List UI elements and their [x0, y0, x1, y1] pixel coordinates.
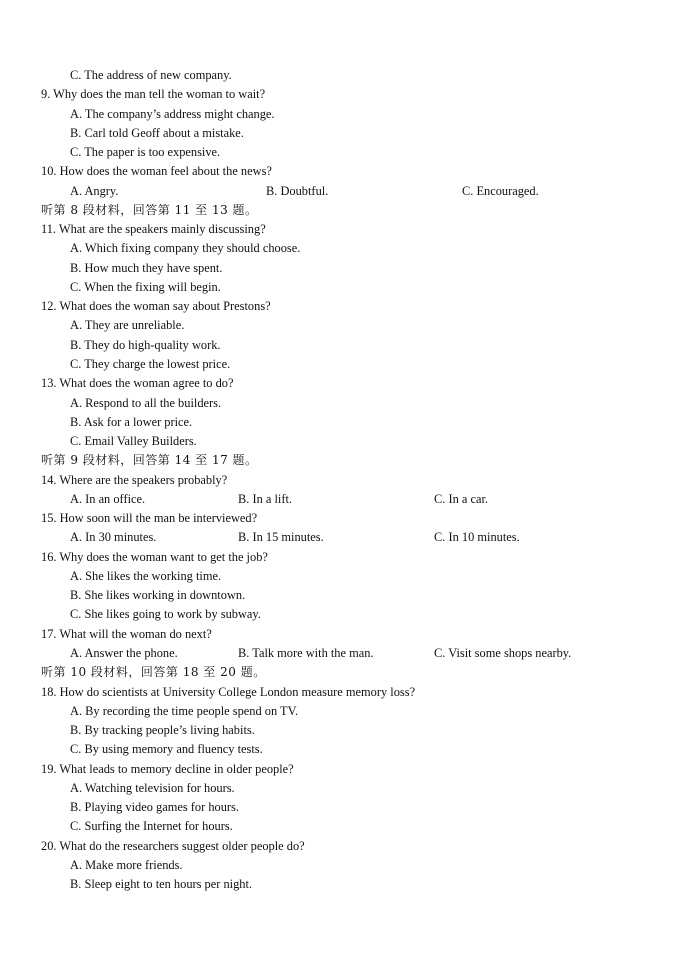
option-a: A. In 30 minutes.	[70, 530, 157, 544]
question-15: 15. How soon will the man be interviewed?	[41, 511, 258, 525]
question-14: 14. Where are the speakers probably?	[41, 473, 228, 487]
option-c: C. The paper is too expensive.	[70, 145, 221, 159]
option-b: B. By tracking people’s living habits.	[70, 723, 255, 737]
option-c: C. Surfing the Internet for hours.	[70, 819, 233, 833]
option-c: C. In 10 minutes.	[434, 530, 520, 544]
section-heading-9: 听第 9 段材料，回答第 14 至 17 题。	[41, 453, 258, 467]
option-a: A. Respond to all the builders.	[70, 396, 222, 410]
option-b: B. Playing video games for hours.	[70, 800, 239, 814]
option-c: C. They charge the lowest price.	[70, 357, 231, 371]
option-a: A. Watching television for hours.	[70, 781, 235, 795]
option-a: A. In an office.	[70, 492, 146, 506]
option-b: B. They do high-quality work.	[70, 338, 221, 352]
option-b: B. Sleep eight to ten hours per night.	[70, 877, 253, 891]
option-b: B. She likes working in downtown.	[70, 588, 246, 602]
option-c: C. By using memory and fluency tests.	[70, 742, 263, 756]
question-10: 10. How does the woman feel about the news?	[41, 164, 272, 178]
question-19: 19. What leads to memory decline in older people?	[41, 762, 294, 776]
question-18: 18. How do scientists at University College London measure memory loss?	[41, 685, 416, 699]
question-17: 17. What will the woman do next?	[41, 627, 212, 641]
option-a: A. Angry.	[70, 184, 119, 198]
option-c: C. The address of new company.	[70, 68, 232, 82]
question-11: 11. What are the speakers mainly discussing?	[41, 222, 266, 236]
option-c: C. In a car.	[434, 492, 489, 506]
option-a: A. She likes the working time.	[70, 569, 222, 583]
section-heading-10: 听第 10 段材料，回答第 18 至 20 题。	[41, 665, 266, 679]
section-heading-8: 听第 8 段材料，回答第 11 至 13 题。	[41, 203, 258, 217]
question-12: 12. What does the woman say about Prestons?	[41, 299, 271, 313]
option-a: A. The company’s address might change.	[70, 107, 275, 121]
option-c: C. She likes going to work by subway.	[70, 607, 261, 621]
option-b: B. In a lift.	[238, 492, 293, 506]
option-b: B. In 15 minutes.	[238, 530, 324, 544]
option-a: A. By recording the time people spend on TV.	[70, 704, 299, 718]
option-b: B. Carl told Geoff about a mistake.	[70, 126, 244, 140]
option-a: A. Which fixing company they should choose.	[70, 241, 301, 255]
option-b: B. Doubtful.	[266, 184, 329, 198]
option-a: A. They are unreliable.	[70, 318, 185, 332]
option-b: B. Talk more with the man.	[238, 646, 374, 660]
option-a: A. Make more friends.	[70, 858, 183, 872]
option-b: B. Ask for a lower price.	[70, 415, 193, 429]
option-c: C. When the fixing will begin.	[70, 280, 221, 294]
option-c: C. Email Valley Builders.	[70, 434, 197, 448]
question-16: 16. Why does the woman want to get the job?	[41, 550, 268, 564]
option-b: B. How much they have spent.	[70, 261, 223, 275]
question-13: 13. What does the woman agree to do?	[41, 376, 234, 390]
question-9: 9. Why does the man tell the woman to wait?	[41, 87, 266, 101]
option-c: C. Encouraged.	[462, 184, 539, 198]
option-a: A. Answer the phone.	[70, 646, 178, 660]
question-20: 20. What do the researchers suggest older people do?	[41, 839, 305, 853]
option-c: C. Visit some shops nearby.	[434, 646, 572, 660]
